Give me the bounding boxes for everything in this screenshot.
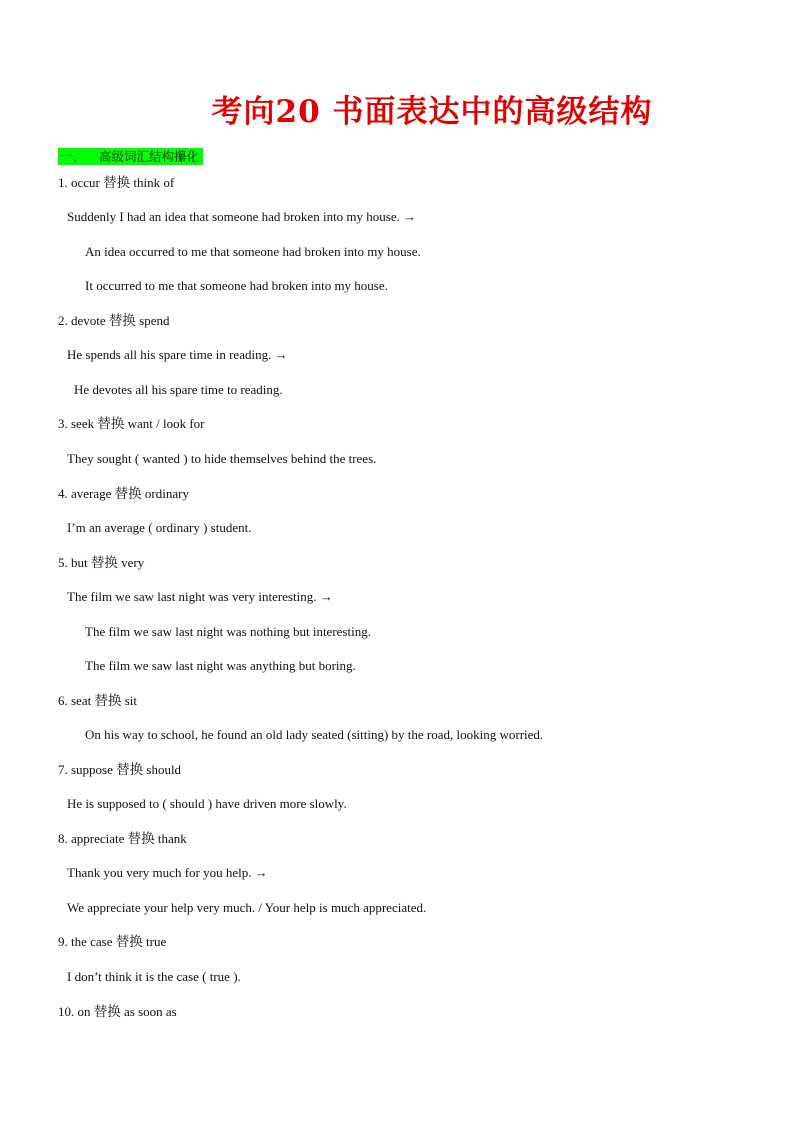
item-number: 7. suppose xyxy=(58,762,117,777)
item-heading xyxy=(58,555,144,571)
section-heading xyxy=(58,148,203,165)
item-number: 3. seek xyxy=(58,416,98,431)
item-heading xyxy=(58,175,174,191)
item-number: 1. occur xyxy=(58,175,104,190)
item-replace-word: 替换 xyxy=(127,831,155,847)
item-number: 10. on xyxy=(58,1004,94,1019)
item-number: 9. the case xyxy=(58,934,116,949)
item-heading xyxy=(58,486,189,502)
item-replace-word: 替换 xyxy=(90,555,118,571)
item-target-word: sit xyxy=(121,693,138,708)
example-sentence: The film we saw last night was nothing but interesting. xyxy=(85,624,371,639)
item-target-word: very xyxy=(117,555,145,570)
item-number: 5. but xyxy=(58,555,91,570)
example-sentence: He spends all his spare time in reading. → xyxy=(67,347,288,362)
page-title: 考向20 书面表达中的高级结构 xyxy=(211,94,653,130)
item-heading xyxy=(58,693,137,709)
example-sentence: It occurred to me that someone had broken into my house. xyxy=(85,278,388,293)
item-replace-word: 替换 xyxy=(103,175,131,191)
section-label: 高级词汇结构攥化 xyxy=(99,149,200,164)
item-target-word: ordinary xyxy=(141,486,189,501)
item-heading xyxy=(58,1004,177,1020)
item-target-word: spend xyxy=(135,313,170,328)
item-replace-word: 替换 xyxy=(114,486,142,502)
example-sentence: The film we saw last night was very interesting. → xyxy=(67,589,333,604)
example-sentence: I don’t think it is the case ( true ). xyxy=(67,969,241,984)
item-number: 4. average xyxy=(58,486,115,501)
item-replace-word: 替换 xyxy=(108,313,136,329)
example-sentence: They sought ( wanted ) to hide themselves behind the trees. xyxy=(67,451,377,466)
item-heading xyxy=(58,762,181,778)
item-replace-word: 替换 xyxy=(97,416,125,432)
example-sentence: An idea occurred to me that someone had broken into my house. xyxy=(85,244,421,259)
example-sentence: We appreciate your help very much. / Your help is much appreciated. xyxy=(67,900,427,915)
item-target-word: think of xyxy=(130,175,175,190)
item-heading xyxy=(58,831,187,847)
item-replace-word: 替换 xyxy=(94,693,122,709)
example-sentence: I’m an average ( ordinary ) student. xyxy=(67,520,252,535)
item-number: 2. devote xyxy=(58,313,109,328)
item-heading xyxy=(58,313,170,329)
item-target-word: want / look for xyxy=(124,416,205,431)
item-target-word: should xyxy=(143,762,182,777)
example-sentence: On his way to school, he found an old lady seated (sitting) by the road, looking worried. xyxy=(85,727,544,742)
item-number: 6. seat xyxy=(58,693,95,708)
item-heading xyxy=(58,416,205,432)
item-number: 8. appreciate xyxy=(58,831,128,846)
item-target-word: thank xyxy=(154,831,187,846)
item-replace-word: 替换 xyxy=(115,934,143,950)
example-sentence: He devotes all his spare time to reading. xyxy=(74,382,283,397)
item-replace-word: 替换 xyxy=(93,1004,121,1020)
section-number: 一、 xyxy=(60,149,86,164)
example-sentence: Suddenly I had an idea that someone had broken into my house. → xyxy=(67,209,417,224)
item-replace-word: 替换 xyxy=(116,762,144,778)
example-sentence: Thank you very much for you help. → xyxy=(67,865,268,880)
item-target-word: as soon as xyxy=(120,1004,177,1019)
item-target-word: true xyxy=(142,934,167,949)
example-sentence: The film we saw last night was anything but boring. xyxy=(85,658,356,673)
item-heading xyxy=(58,934,166,950)
example-sentence: He is supposed to ( should ) have driven more slowly. xyxy=(67,796,347,811)
